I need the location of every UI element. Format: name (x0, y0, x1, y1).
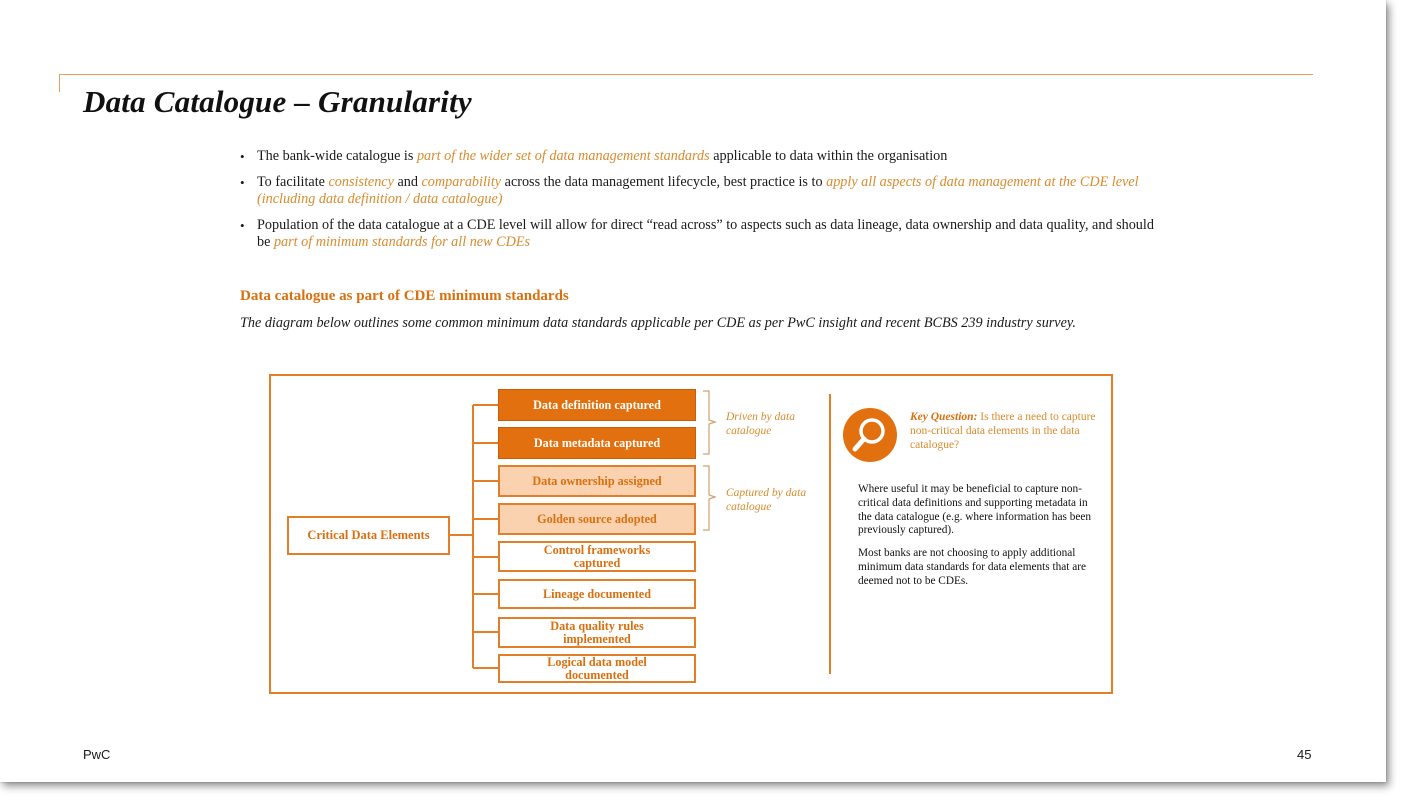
brace-label-driven: Driven by data catalogue (726, 411, 795, 437)
bullet-text: The bank-wide catalogue is (257, 148, 417, 164)
standard-box: Control frameworks captured (498, 541, 696, 572)
standard-box: Data metadata captured (498, 427, 696, 459)
top-rule-tick (59, 74, 60, 92)
bullet-text: To facilitate (257, 174, 329, 190)
bullet-item (238, 148, 1168, 165)
brace-lines (703, 391, 715, 530)
info-paragraph: Most banks are not choosing to apply additional minimum data standards for data elements that are deemed not to be CDEs. (858, 547, 1087, 587)
standard-box: Data definition captured (498, 389, 696, 421)
key-question (910, 410, 1110, 452)
section-title: Data catalogue as part of CDE minimum standards (240, 288, 569, 304)
key-question-text: Is there a need to capture non-critical data elements in the data catalogue? (910, 411, 1096, 451)
standard-box: Logical data model documented (498, 654, 696, 683)
standard-box: Data ownership assigned (498, 465, 696, 497)
bullet-list (238, 148, 1168, 260)
top-rule (59, 74, 1313, 75)
bullet-highlight: part of the wider set of data management standards (416, 148, 710, 164)
standard-box: Data quality rules implemented (498, 617, 696, 648)
magnifier-icon (843, 408, 897, 462)
section-description: The diagram below outlines some common minimum data standards applicable per CDE as per PwC insight and recent BCBS 239 industry survey. (240, 315, 1076, 331)
standard-box: Golden source adopted (498, 503, 696, 535)
diagram-divider (829, 394, 831, 674)
info-paragraph: Where useful it may be beneficial to capture non-critical data definitions and supporting metadata in the data catalogue (e.g. where information has been previously captured). (858, 483, 1092, 537)
bullet-item (238, 174, 1168, 208)
page-number: 45 (1297, 747, 1312, 762)
bullet-text: across the data management lifecycle, best practice is to (501, 174, 827, 190)
bullet-highlight: part of minimum standards for all new CDEs (273, 234, 531, 250)
standard-box: Lineage documented (498, 579, 696, 609)
page-title: Data Catalogue – Granularity (83, 84, 472, 119)
bullet-item (238, 217, 1168, 251)
bullet-text: Population of the data catalogue at a CDE level will allow for direct “read across” to aspects such as data lineage, data ownership and data quality, and should be (257, 217, 1154, 250)
bullet-highlight: apply all aspects of data management at the CDE level (including data definition / data catalogue) (257, 174, 1139, 207)
bullet-text: applicable to data within the organisation (709, 148, 948, 164)
bullet-highlight: consistency (328, 174, 394, 190)
footer-brand: PwC (83, 747, 111, 762)
bullet-highlight: comparability (421, 174, 502, 190)
brace-label-captured: Captured by data catalogue (726, 487, 807, 513)
bullet-text: and (393, 174, 422, 190)
cde-root-box: Critical Data Elements (287, 516, 450, 555)
key-question-label: Key Question: (910, 411, 978, 423)
